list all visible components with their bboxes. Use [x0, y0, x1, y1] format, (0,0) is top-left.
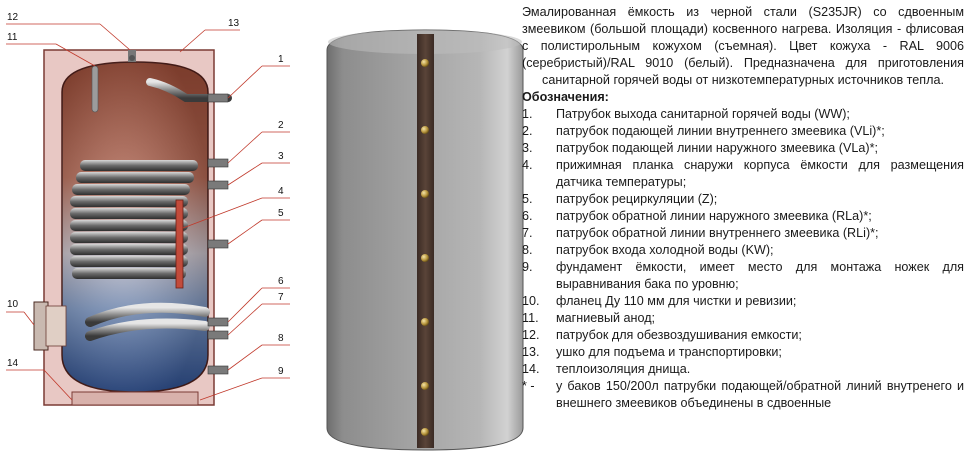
- list-item: [522, 106, 964, 123]
- cleaning-flange-inner: [46, 306, 66, 346]
- callout-4: 4: [278, 186, 284, 197]
- callout-11: 11: [7, 32, 18, 43]
- item-number: 10.: [522, 294, 540, 308]
- item-text: теплоизоляция днища.: [556, 362, 691, 376]
- list-item: [522, 225, 964, 242]
- callout-14: 14: [7, 358, 19, 369]
- item-number: 9.: [522, 260, 533, 274]
- item-number: 6.: [522, 209, 533, 223]
- list-item: [522, 259, 964, 293]
- callout-1: 1: [278, 54, 284, 65]
- list-item: [522, 344, 964, 361]
- tank-base: [72, 392, 198, 405]
- callout-8: 8: [278, 333, 284, 344]
- list-item: [522, 140, 964, 157]
- list-item: [522, 327, 964, 344]
- item-text: патрубок подающей линии наружного змеевика (VLa)*;: [556, 141, 878, 155]
- item-number: 7.: [522, 226, 533, 240]
- callout-10: 10: [7, 299, 19, 310]
- callout-6: 6: [278, 276, 284, 287]
- item-number: 3.: [522, 141, 533, 155]
- item-text: патрубок входа холодной воды (KW);: [556, 243, 774, 257]
- item-number: 11.: [522, 311, 539, 325]
- item-text: патрубок обратной линии внутреннего змеевика (RLi)*;: [556, 226, 879, 240]
- item-text: патрубок подающей линии внутреннего змеевика (VLi)*;: [556, 124, 885, 138]
- item-text: патрубок обратной линии наружного змеевика (RLa)*;: [556, 209, 872, 223]
- item-text: ушко для подъема и транспортировки;: [556, 345, 782, 359]
- item-text: фундамент ёмкости, имеет место для монтажа ножек для выравнивания бака по уровню;: [556, 260, 964, 291]
- intro-paragraph: Эмалированная ёмкость из черной стали (S235JR) со сдвоенным змеевиком (большой площади) косвенного нагрева. Изоляция - флисовая с полистирольным кожухом (съемная). Цвет кожуха - RAL 9006 (серебристый)/RAL 9010 (белый). Предназначена для приготовления санитарной горячей воды от низкотемпературных источников тепла.: [522, 5, 964, 87]
- list-item: [522, 208, 964, 225]
- footnote-mark: * -: [522, 379, 535, 393]
- list-item: [522, 242, 964, 259]
- callout-5: 5: [278, 208, 284, 219]
- callout-2: 2: [278, 120, 284, 131]
- list-item: [522, 293, 964, 310]
- item-text: Патрубок выхода санитарной горячей воды (WW);: [556, 107, 850, 121]
- item-number: 1.: [522, 107, 533, 121]
- list-item: [522, 157, 964, 191]
- tank-cutaway-diagram: [0, 0, 290, 467]
- callout-12: 12: [7, 12, 19, 23]
- item-number: 4.: [522, 158, 533, 172]
- vent-nipple: [129, 55, 135, 61]
- description-panel: [522, 4, 964, 412]
- callout-3: 3: [278, 151, 284, 162]
- sensor-clamp-bar: [176, 200, 183, 288]
- tank-exterior-view: [325, 28, 525, 453]
- magnesium-anode: [92, 66, 98, 112]
- item-text: патрубок рециркуляции (Z);: [556, 192, 718, 206]
- item-number: 5.: [522, 192, 533, 206]
- footnote-text: у баков 150/200л патрубки подающей/обратной линий внутренего и внешнего змеевиков объединены в сдвоенные: [556, 379, 964, 410]
- list-item: [522, 123, 964, 140]
- footnote: [522, 378, 964, 412]
- item-number: 14.: [522, 362, 540, 376]
- item-text: магниевый анод;: [556, 311, 656, 325]
- item-text: прижимная планка снаружи корпуса ёмкости для размещения датчика температуры;: [556, 158, 964, 189]
- item-text: патрубок для обезвоздушивания емкости;: [556, 328, 802, 342]
- legend-title: Обозначения:: [522, 90, 609, 104]
- list-item: [522, 361, 964, 378]
- callout-7: 7: [278, 292, 284, 303]
- legend-list: [522, 106, 964, 378]
- item-number: 13.: [522, 345, 540, 359]
- item-number: 12.: [522, 328, 540, 342]
- item-number: 8.: [522, 243, 533, 257]
- list-item: [522, 310, 964, 327]
- callout-13: 13: [228, 18, 240, 29]
- list-item: [522, 191, 964, 208]
- item-number: 2.: [522, 124, 533, 138]
- item-text: фланец Ду 110 мм для чистки и ревизии;: [556, 294, 797, 308]
- callout-9: 9: [278, 366, 284, 377]
